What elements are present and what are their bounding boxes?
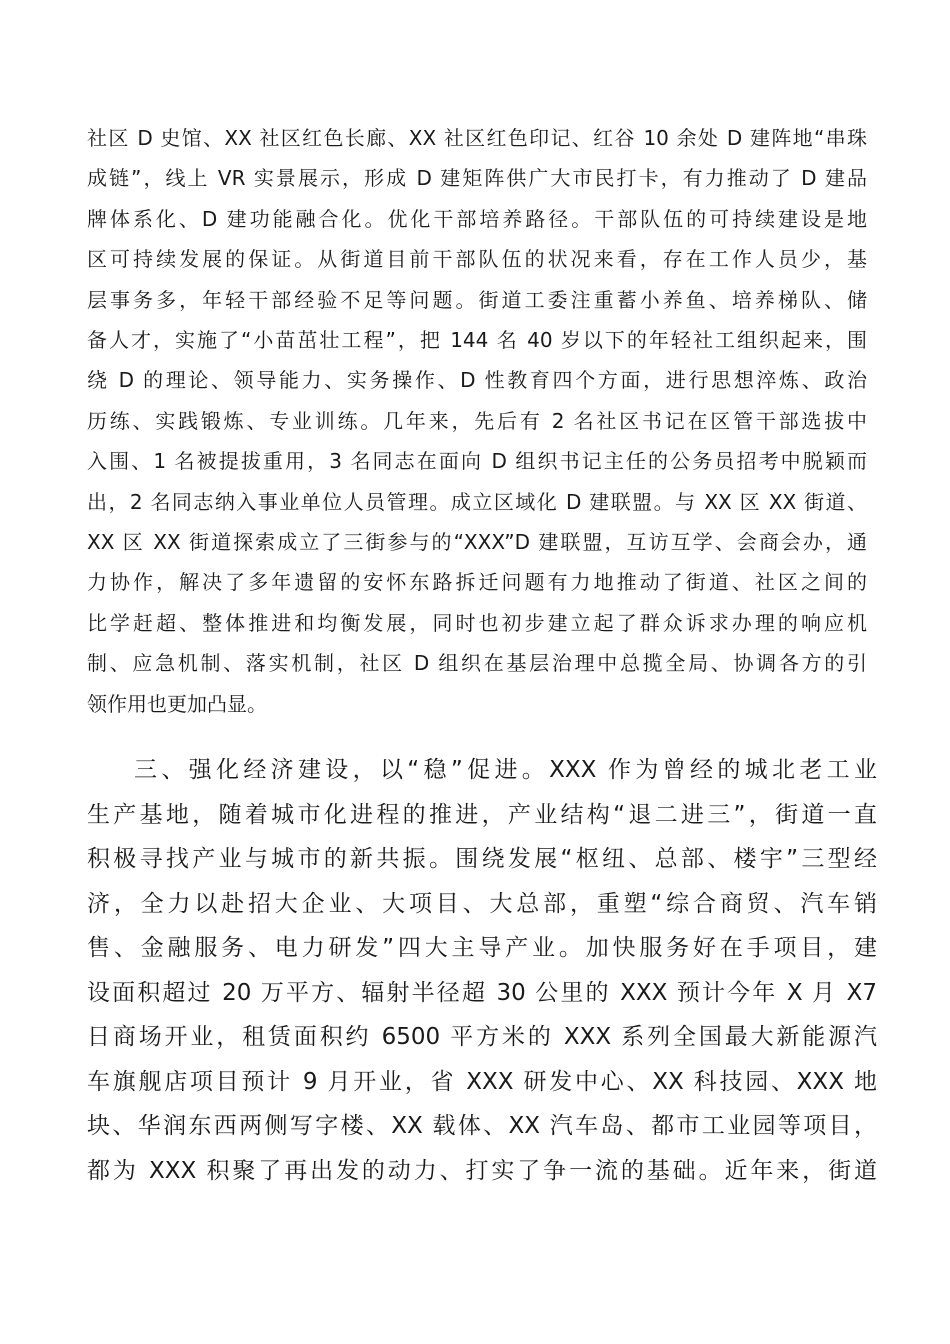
text-line: 层事务多，年轻干部经验不足等问题。街道工委注重蓄小养鱼、培养梯队、储 — [87, 287, 867, 312]
body-paragraph-party-building — [87, 118, 867, 724]
text-line: 块、华润东西两侧写字楼、XX 载体、XX 汽车岛、都市工业园等项目， — [87, 1113, 877, 1139]
text-line: 售、金融服务、电力研发”四大主导产业。加快服务好在手项目，建 — [87, 935, 877, 961]
text-line: 领作用也更加凸显。 — [87, 691, 267, 716]
text-line: 区可持续发展的保证。从街道目前干部队伍的状况来看，存在工作人员少，基 — [87, 247, 867, 272]
text-line: XX 区 XX 街道探索成立了三街参与的“XXX”D 建联盟，互访互学、会商会办，通 — [87, 530, 867, 555]
text-line: 制、应急机制、落实机制，社区 D 组织在基层治理中总揽全局、协调各方的引 — [87, 651, 867, 676]
text-line: 社区 D 史馆、XX 社区红色长廊、XX 社区红色印记、红谷 10 余处 D 建阵地“串珠 — [87, 126, 867, 150]
section-heading-line: 三、强化经济建设，以“稳”促进。XXX 作为曾经的城北老工业 — [134, 757, 877, 783]
text-line: 绕 D 的理论、领导能力、实务操作、D 性教育四个方面，进行思想淬炼、政治 — [87, 368, 867, 393]
text-line: 积极寻找产业与城市的新共振。围绕发展“枢纽、总部、楼宇”三型经 — [87, 846, 877, 872]
text-line: 比学赶超、整体推进和均衡发展，同时也初步建立起了群众诉求办理的响应机 — [87, 610, 867, 635]
text-line: 出，2 名同志纳入事业单位人员管理。成立区域化 D 建联盟。与 XX 区 XX 街道、 — [87, 489, 867, 514]
text-line: 生产基地，随着城市化进程的推进，产业结构“退二进三”，街道一直 — [87, 801, 877, 828]
text-line: 日商场开业，租赁面积约 6500 平方米的 XXX 系列全国最大新能源汽 — [87, 1024, 877, 1050]
text-line: 备人才，实施了“小苗茁壮工程”，把 144 名 40 岁以下的年轻社工组织起来，围 — [87, 328, 867, 353]
text-line: 历练、实践锻炼、专业训练。几年来，先后有 2 名社区书记在区管干部选拔中 — [87, 408, 867, 433]
text-line: 设面积超过 20 万平方、辐射半径超 30 公里的 XXX 预计今年 X 月 X7 — [87, 979, 877, 1006]
text-line: 车旗舰店项目预计 9 月开业，省 XXX 研发中心、XX 科技园、XXX 地 — [87, 1068, 877, 1095]
text-line: 牌体系化、D 建功能融合化。优化干部培养路径。干部队伍的可持续建设是地 — [87, 206, 867, 231]
text-line: 成链”，线上 VR 实景展示，形成 D 建矩阵供广大市民打卡，有力推动了 D 建品 — [87, 166, 867, 191]
text-line: 入围、1 名被提拔重用，3 名同志在面向 D 组织书记主任的公务员招考中脱颖而 — [87, 449, 867, 474]
text-line: 济，全力以赴招大企业、大项目、大总部，重塑“综合商贸、汽车销 — [87, 890, 877, 917]
text-line: 都为 XXX 积聚了再出发的动力、打实了争一流的基础。近年来，街道 — [87, 1157, 877, 1184]
text-line: 力协作，解决了多年遗留的安怀东路拆迁问题有力地推动了街道、社区之间的 — [87, 570, 867, 595]
body-paragraph-economic-building — [87, 748, 877, 1193]
